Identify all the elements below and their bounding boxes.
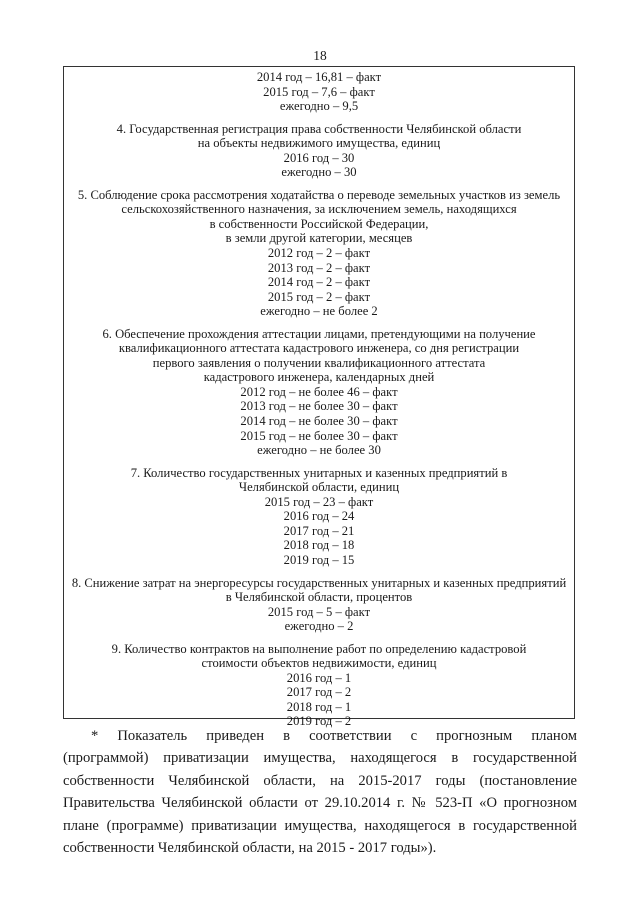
indicator-line: 2015 год – 23 – факт bbox=[264, 494, 374, 509]
indicators-content bbox=[64, 70, 574, 729]
indicator-line: ежегодно – не более 30 bbox=[257, 443, 381, 458]
indicator-title: в Челябинской области, процентов bbox=[225, 590, 413, 605]
page-number: 18 bbox=[313, 48, 327, 63]
indicator-section-5 bbox=[64, 188, 574, 319]
footnote-line: Правительства Челябинской области от 29.10.2014 г. № 523-П «О прогнозном bbox=[63, 795, 577, 812]
indicator-title: на объекты недвижимого имущества, единиц bbox=[197, 136, 441, 151]
indicator-section-6 bbox=[64, 327, 574, 458]
footnote-line: плане (программе) приватизации имущества, находящегося в государственной bbox=[63, 817, 577, 834]
footnote bbox=[63, 725, 577, 859]
indicator-title: квалификационного аттестата кадастрового инженера, со дня регистрации bbox=[118, 341, 520, 356]
footnote-line: (программой) приватизации имущества, находящегося в государственной bbox=[63, 750, 577, 767]
indicator-line: ежегодно – 30 bbox=[281, 165, 357, 180]
indicator-section-9 bbox=[64, 642, 574, 729]
indicator-line: 2014 год – 16,81 – факт bbox=[256, 70, 382, 84]
footnote-line: собственности Челябинской области, на 2015-2017 годы (постановление bbox=[63, 772, 577, 789]
indicator-line: 2018 год – 18 bbox=[283, 538, 355, 553]
indicator-title: первого заявления о получении квалификационного аттестата bbox=[152, 355, 486, 370]
indicator-title: Челябинской области, единиц bbox=[238, 480, 400, 495]
indicator-section-3-continued bbox=[64, 70, 574, 114]
indicator-section-4 bbox=[64, 122, 574, 180]
indicator-line: 2019 год – 15 bbox=[283, 552, 355, 567]
indicator-section-7 bbox=[64, 466, 574, 568]
indicator-line: 2015 год – не более 30 – факт bbox=[240, 428, 398, 443]
indicator-line: 2012 год – 2 – факт bbox=[267, 246, 371, 261]
footnote-line: * Показатель приведен в соответствии с прогнозным планом bbox=[91, 728, 577, 744]
indicator-line: 2015 год – 2 – факт bbox=[267, 289, 371, 304]
indicator-line: ежегодно – 9,5 bbox=[279, 99, 359, 114]
indicator-title: кадастрового инженера, календарных дней bbox=[203, 370, 435, 385]
indicator-title: 4. Государственная регистрация права собственности Челябинской области bbox=[116, 121, 522, 136]
indicator-line: 2015 год – 5 – факт bbox=[267, 604, 371, 619]
indicator-line: 2019 год – 2 bbox=[286, 714, 352, 729]
indicator-line: 2015 год – 7,6 – факт bbox=[263, 84, 375, 99]
indicator-title: 6. Обеспечение прохождения аттестации лицами, претендующими на получение bbox=[102, 326, 536, 341]
indicator-title: сельскохозяйственного назначения, за исключением земель, находящихся bbox=[121, 202, 517, 217]
indicator-title: 8. Снижение затрат на энергоресурсы государственных унитарных и казенных предприятий bbox=[71, 575, 567, 590]
indicator-line: 2016 год – 1 bbox=[286, 670, 352, 685]
indicator-line: 2014 год – 2 – факт bbox=[267, 275, 371, 290]
indicator-title: 9. Количество контрактов на выполнение работ по определению кадастровой bbox=[111, 641, 527, 656]
footnote-line: собственности Челябинской области, на 2015 - 2017 годы»). bbox=[63, 840, 437, 857]
indicator-title: 5. Соблюдение срока рассмотрения ходатайства о переводе земельных участков из земель bbox=[77, 187, 561, 202]
indicator-title: в собственности Российской Федерации, bbox=[209, 216, 429, 231]
indicator-title: в земли другой категории, месяцев bbox=[225, 231, 413, 246]
indicator-line: ежегодно – не более 2 bbox=[260, 304, 378, 319]
indicator-line: 2016 год – 24 bbox=[283, 509, 355, 524]
indicator-title: 7. Количество государственных унитарных и казенных предприятий в bbox=[130, 465, 508, 480]
indicator-line: 2012 год – не более 46 – факт bbox=[240, 384, 398, 399]
indicator-line: 2018 год – 1 bbox=[286, 699, 352, 714]
indicator-line: 2017 год – 21 bbox=[283, 523, 355, 538]
indicator-line: 2013 год – не более 30 – факт bbox=[240, 399, 398, 414]
indicator-section-8 bbox=[64, 576, 574, 634]
indicator-line: 2017 год – 2 bbox=[286, 685, 352, 700]
indicator-line: ежегодно – 2 bbox=[284, 619, 354, 634]
indicator-title: стоимости объектов недвижимости, единиц bbox=[201, 656, 437, 671]
indicator-line: 2016 год – 30 bbox=[283, 150, 355, 165]
indicator-line: 2013 год – 2 – факт bbox=[267, 260, 371, 275]
indicator-line: 2014 год – не более 30 – факт bbox=[240, 414, 398, 429]
